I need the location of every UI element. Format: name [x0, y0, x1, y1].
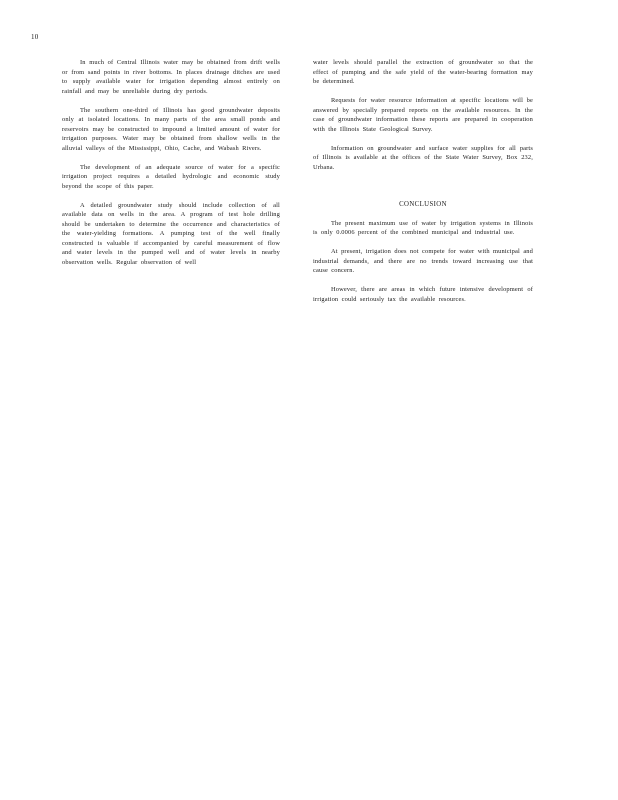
paragraph-requests-information: Requests for water resource information at specific locations will be answered by specially prepared reports on the available resources. In the case of groundwater information these reports are prepared in cooperation with the Illinois State Geological Survey.	[313, 97, 533, 133]
paragraph-information-availability: Information on groundwater and surface water supplies for all parts of Illinois is available at the offices of the State Water Survey, Box 232, Urbana.	[313, 144, 533, 171]
paragraph-development-source: The development of an adequate source of water for a specific irrigation project requires a detailed hydrologic and economic study beyond the scope of this paper.	[62, 163, 280, 190]
paragraph-groundwater-study: A detailed groundwater study should include collection of all available data on wells in the area. A program of test hole drilling should be undertaken to determine the occurrence and characteristics of the water-yielding formations. A pumping test of the well finally constructed is valuable if accompanied by careful measurement of flow and water levels in the pumped well and of water levels in nearby observation wells. Regular observation of well	[62, 201, 280, 266]
paragraph-maximum-use: The present maximum use of water by irrigation systems in Illinois is only 0.0006 percent of the combined municipal and industrial use.	[313, 219, 533, 236]
paragraph-future-development: However, there are areas in which future intensive development of irrigation could seriously tax the available resources.	[313, 286, 533, 303]
section-heading-conclusion: CONCLUSION	[399, 201, 447, 208]
paragraph-water-levels-continued: water levels should parallel the extraction of groundwater so that the effect of pumping and the safe yield of the water-bearing formation may be determined.	[313, 59, 533, 85]
left-column	[62, 58, 280, 277]
paragraph-no-competition: At present, irrigation does not compete for water with municipal and industrial demands, and there are no trends toward increasing use that cause concern.	[313, 248, 533, 274]
right-column	[313, 58, 533, 314]
paragraph-southern-illinois: The southern one-third of Illinois has good groundwater deposits only at isolated locations. In many parts of the area small ponds and reservoirs may be constructed to impound a limited amount of water for irrigation purposes. Water may be obtained from shallow wells in the alluvial valleys of the Mississippi, Ohio, Cache, and Wabash Rivers.	[62, 106, 280, 152]
page-number: 10	[31, 33, 39, 41]
paragraph-central-illinois: In much of Central Illinois water may be obtained from drift wells or from sand points in river bottoms. In places drainage ditches are used to supply available water for irrigation depending almost entirely on rainfall and may be unreliable during dry periods.	[62, 59, 280, 95]
